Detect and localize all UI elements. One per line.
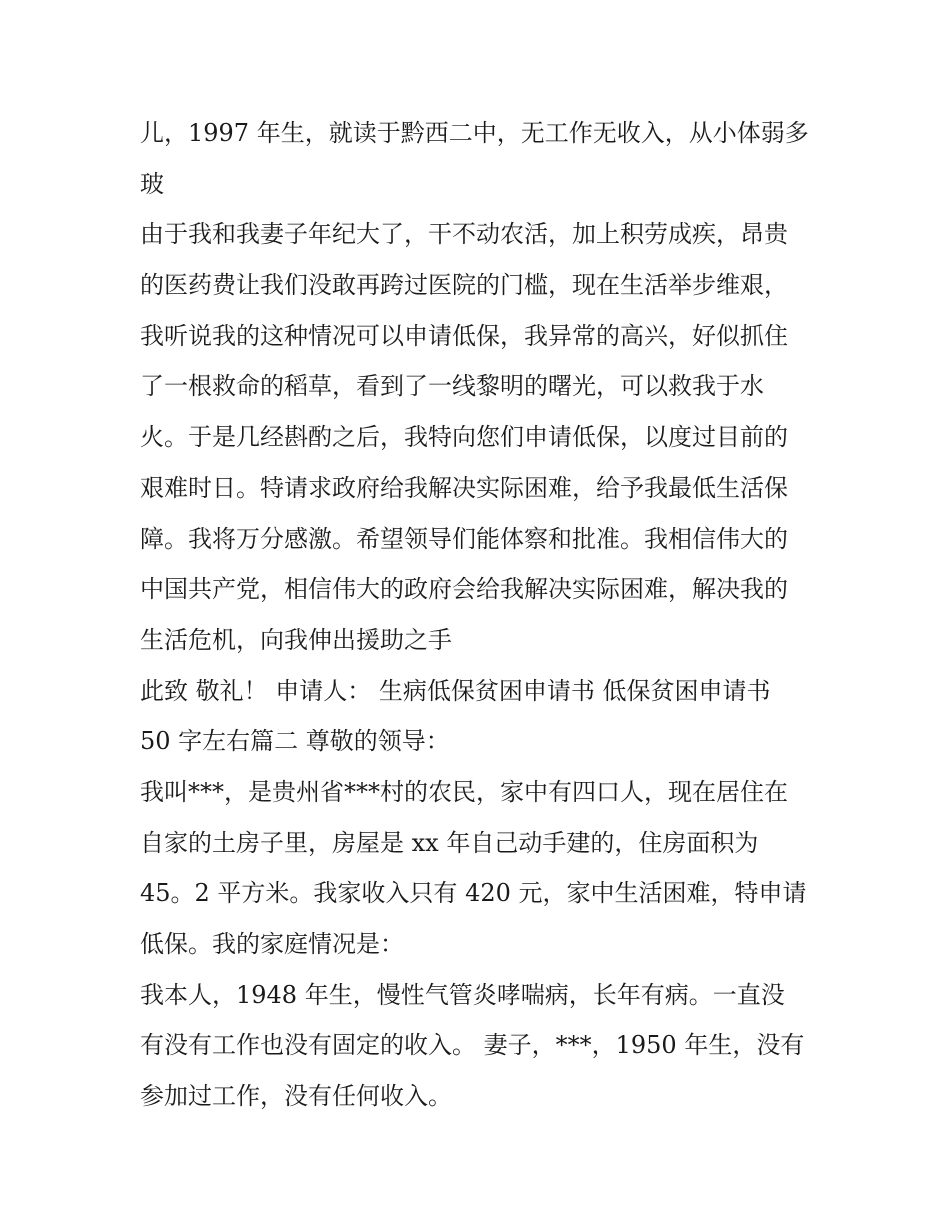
text-line: 儿，1997 年生，就读于黔西二中，无工作无收入，从小体弱多 bbox=[140, 119, 809, 147]
text-line: 自家的土房子里，房屋是 xx 年自己动手建的，住房面积为 bbox=[140, 828, 759, 857]
document-body bbox=[140, 108, 820, 1122]
text-line: 低保。我的家庭情况是： bbox=[140, 930, 404, 958]
text-line: 我听说我的这种情况可以申请低保，我异常的高兴，好似抓住 bbox=[140, 321, 788, 350]
text-line: 参加过工作，没有任何收入。 bbox=[140, 1082, 452, 1111]
text-line: 我叫***，是贵州省***村的农民，家中有四口人，现在居住在 bbox=[140, 777, 788, 806]
text-line: 了一根救命的稻草，看到了一线黎明的曙光，可以救我于水 bbox=[140, 372, 764, 401]
text-line: 生活危机，向我伸出援助之手 bbox=[140, 625, 452, 654]
text-line: 50 字左右篇二 尊敬的领导： bbox=[140, 727, 450, 756]
text-line: 45。2 平方米。我家收入只有 420 元，家中生活困难，特申请 bbox=[140, 879, 807, 908]
text-line: 此致 敬礼！ 申请人： 生病低保贫困申请书 低保贫困申请书 bbox=[140, 676, 771, 705]
text-line: 由于我和我妻子年纪大了，干不动农活，加上积劳成疾，昂贵 bbox=[140, 220, 788, 249]
text-line: 玻 bbox=[140, 169, 164, 198]
text-line: 中国共产党，相信伟大的政府会给我解决实际困难，解决我的 bbox=[140, 575, 788, 604]
text-line: 有没有工作也没有固定的收入。 妻子，***，1950 年生，没有 bbox=[140, 1031, 805, 1060]
text-line: 我本人，1948 年生，慢性气管炎哮喘病，长年有病。一直没 bbox=[140, 980, 785, 1009]
text-line: 火。于是几经斟酌之后，我特向您们申请低保，以度过目前的 bbox=[140, 423, 788, 452]
text-line: 艰难时日。特请求政府给我解决实际困难，给予我最低生活保 bbox=[140, 473, 788, 502]
text-line: 的医药费让我们没敢再跨过医院的门槛，现在生活举步维艰， bbox=[140, 271, 788, 300]
text-line: 障。我将万分感激。希望领导们能体察和批准。我相信伟大的 bbox=[140, 524, 788, 553]
